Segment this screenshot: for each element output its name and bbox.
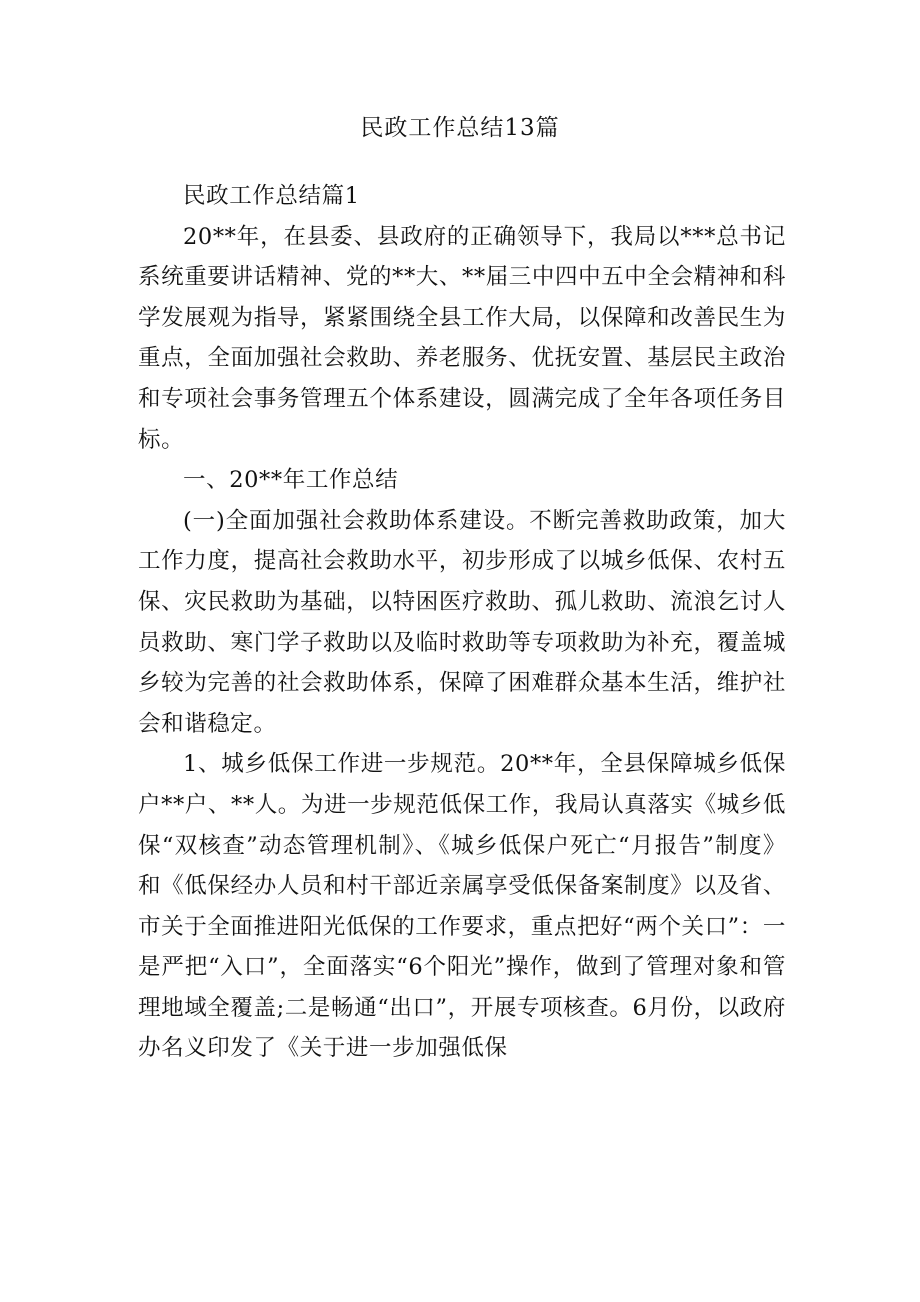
paragraph: 1、城乡低保工作进一步规范。20**年，全县保障城乡低保户**户、**人。为进一步规范低保工作，我局认真落实《城乡低保“双核查”动态管理机制》、《城乡低保户死亡“月报告”制度》和《低保经办人员和村干部近亲属享受低保备案制度》以及省、市关于全面推进阳光低保的工作要求，重点把好“两个关口”：一是严把“入口”，全面落实“6个阳光”操作，做到了管理对象和管理地域全覆盖;二是畅通“出口”，开展专项核查。6月份，以政府办名义印发了《关于进一步加强低保 — [138, 751, 787, 1062]
section-heading: 民政工作总结篇1 — [183, 183, 360, 209]
document-title: 民政工作总结13篇 — [360, 115, 560, 141]
paragraph: (一)全面加强社会救助体系建设。不断完善救助政策，加大工作力度，提高社会救助水平，初步形成了以城乡低保、农村五保、灾民救助为基础，以特困医疗救助、孤儿救助、流浪乞讨人员救助、寒门学子救助以及临时救助等专项救助为补充，覆盖城乡较为完善的社会救助体系，保障了困难群众基本生活，维护社会和谐稳定。 — [138, 507, 786, 737]
section-heading: 一、20**年工作总结 — [183, 467, 399, 494]
document-body — [138, 176, 786, 1069]
paragraph: 20**年，在县委、县政府的正确领导下，我局以***总书记系统重要讲话精神、党的**大、**届三中四中五中全会精神和科学发展观为指导，紧紧围绕全县工作大局，以保障和改善民生为重点，全面加强社会救助、养老服务、优抚安置、基层民主政治和专项社会事务管理五个体系建设，圆满完成了全年各项任务目标。 — [138, 223, 787, 453]
